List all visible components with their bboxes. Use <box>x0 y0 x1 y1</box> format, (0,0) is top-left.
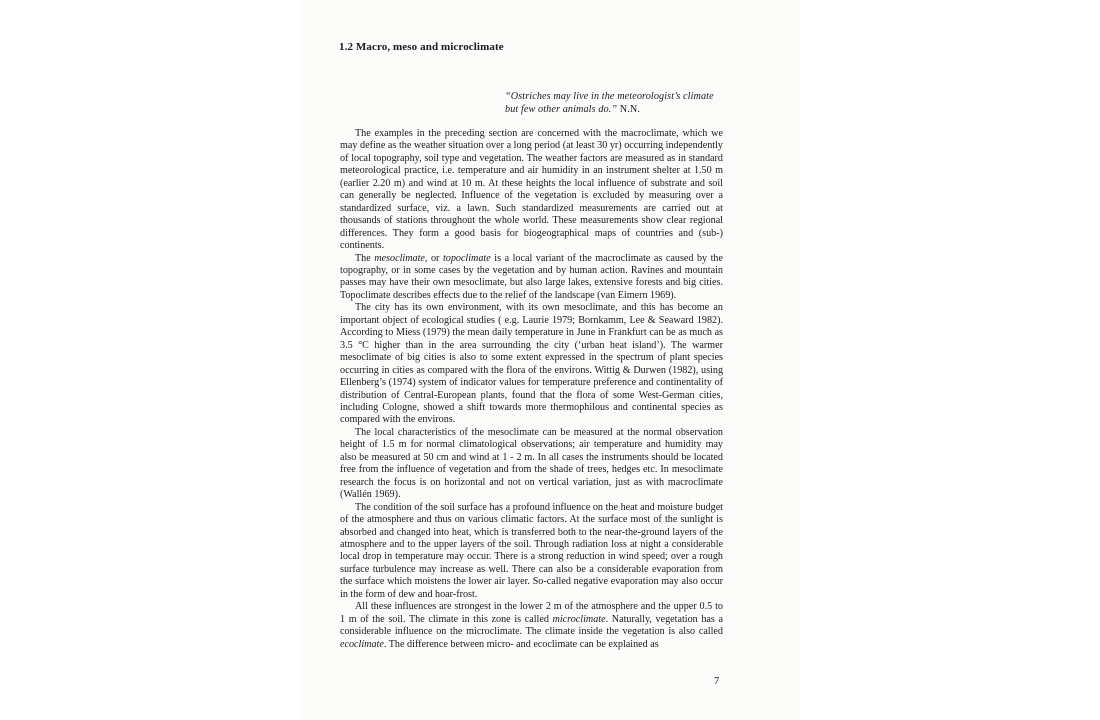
paragraph-macroclimate <box>340 128 723 253</box>
epigraph-line-2 <box>505 103 723 116</box>
paragraph-microclimate <box>340 601 723 651</box>
term-microclimate: microclimate <box>552 613 606 625</box>
paragraph-text: is a local variant of the macroclimate as caused by the topography, or in some cases by the vegetation and by human action. Ravines and mountain passes may have their own mesoclimate, but also large lakes, extensive forests and big cities. Topoclimate describes effects due to the relief of the landscape (van Eimern 1969). <box>340 252 723 301</box>
paragraph-text: The city has its own environment, with its own mesoclimate, and this has become an important object of ecological studies ( e.g. Laurie 1979; Bornkamm, Lee & Seaward 1982). According to Miess (1979) the mean daily temperature in June in Frankfurt can be as much as 3.5 °C higher than in the area surrounding the city (‘urban heat island’). The warmer mesoclimate of big cities is also to some extent expressed in the spectrum of plant species occurring in cities as compared with the flora of the environs. Wittig & Durwen (1982), using Ellenberg’s (1974) system of indicator values for temperature preference and continentality of distribution of Central-European plants, found that the flora of some West-German cities, including Cologne, showed a shift towards more thermophilous and continental species as compared with the environs. <box>340 302 723 426</box>
term-mesoclimate: mesoclimate <box>374 252 425 264</box>
paragraph-soil-surface <box>340 502 723 602</box>
paragraph-text: All these influences are strongest in the lower 2 m of the atmosphere and the upper 0.5 to 1 m of the soil. The climate in this zone is called <box>340 601 723 625</box>
paragraph-text: The examples in the preceding section are concerned with the macroclimate, which we may define as the weather situation over a long period (at least 30 yr) occurring independently of local topography, soil type and vegetation. The weather factors are measured as in standard meteorological practice, i.e. temperature and air humidity in an instrument shelter at 1.50 m (earlier 2.20 m) and wind at 10 m. At these heights the local influence of substrate and soil can generally be neglected. Influence of the vegetation is excluded by measuring over a standardized surface, viz. a lawn. Such standardized measurements are carried out at thousands of stations throughout the whole world. These measurements show clear regional differences. They form a good basis for biogeographical maps of countries and (sub-) continents. <box>340 128 723 252</box>
paragraph-measurement <box>340 427 723 502</box>
epigraph-line-1: “Ostriches may live in the meteorologist’s climate <box>505 91 714 102</box>
paragraph-city <box>340 302 723 427</box>
paragraph-text: The <box>355 252 375 264</box>
paragraph-text: The local characteristics of the mesoclimate can be measured at the normal observation height of 1.5 m for normal climatological observations; air temperature and humidity may also be measured at 50 cm and wind at 1 - 2 m. In all cases the instruments should be located free from the influence of vegetation and from the shade of trees, hedges etc. In mesoclimate research the focus is on horizontal and not on vertical variation, just as with macroclimate (Wallén 1969). <box>340 426 723 501</box>
section-heading: 1.2 Macro, meso and microclimate <box>339 41 504 53</box>
paragraph-mesoclimate <box>340 253 723 303</box>
epigraph-quote-end: but few other animals do.” <box>505 104 618 115</box>
term-ecoclimate: ecoclimate <box>340 638 384 650</box>
epigraph-attribution: N.N. <box>619 104 640 115</box>
term-topoclimate: topoclimate <box>442 252 491 264</box>
body-text <box>340 128 723 651</box>
page-number: 7 <box>714 676 720 687</box>
paragraph-text: , or <box>424 252 443 264</box>
paragraph-text: The condition of the soil surface has a profound influence on the heat and moisture budget of the atmosphere and thus on various climatic factors. At the surface most of the sunlight is absorbed and changed into heat, which is transferred both to the near-the-ground layers of the atmosphere and to the upper layers of the soil. Through radiation loss at night a considerable local drop in temperature may occur. There is a strong reduction in wind speed; over a rough surface turbulence may increase as well. There can also be a considerable evaporation from the surface which moistens the lower air layer. So-called negative evaporation may also occur in the form of dew and hoar-frost. <box>340 501 723 600</box>
epigraph <box>505 90 723 116</box>
paragraph-text: . The difference between micro- and ecoclimate can be explained as <box>383 638 659 650</box>
paragraph-text: . Naturally, vegetation has a considerable influence on the microclimate. The climate inside the vegetation is also called <box>340 613 723 638</box>
